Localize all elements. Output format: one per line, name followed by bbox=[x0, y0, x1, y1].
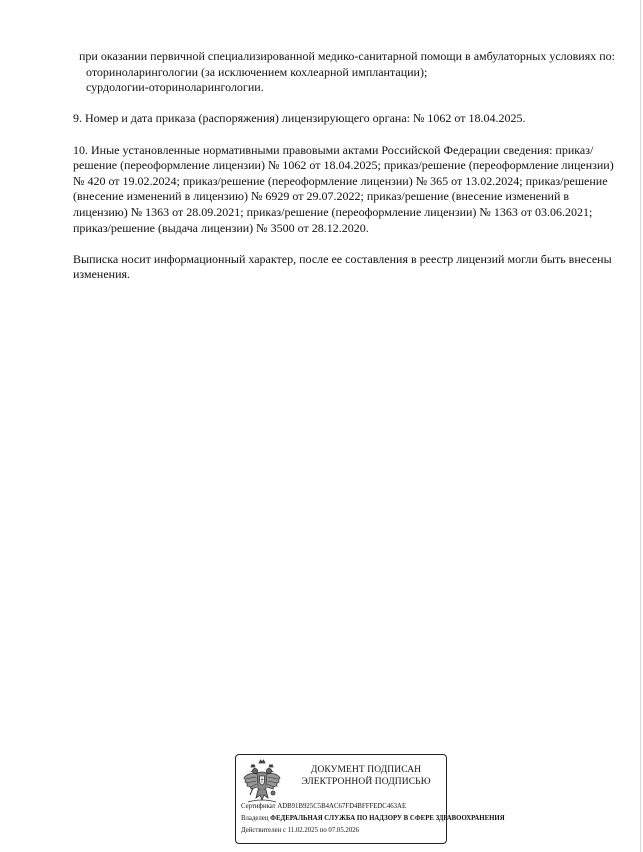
certificate-value: ADB91B925C5B4AC67FD4BFFFEDC463AE bbox=[277, 803, 407, 810]
stamp-title bbox=[286, 765, 446, 788]
certificate-line bbox=[241, 803, 406, 811]
stamp-title-line-1: ДОКУМЕНТ ПОДПИСАН bbox=[310, 765, 422, 775]
stamp-title-line-2: ЭЛЕКТРОННОЙ ПОДПИСЬЮ bbox=[301, 776, 431, 787]
activity-intro: при оказании первичной специализированной медико-санитарной помощи в амбулаторных условиях по: bbox=[79, 49, 616, 63]
page-edge bbox=[640, 0, 641, 852]
owner-line bbox=[241, 815, 505, 823]
owner-value: ФЕДЕРАЛЬНАЯ СЛУЖБА ПО НАДЗОРУ В СФЕРЕ ЗДРАВООХРАНЕНИЯ bbox=[270, 815, 505, 822]
activity-item-surdology: сурдологии-оториноларингологии. bbox=[86, 80, 264, 95]
section-10-other-info: 10. Иные установленные нормативными правовыми актами Российской Федерации сведения: приказ/решение (переоформление лицензии) № 1062 от 18.04.2025; приказ/решение (переоформление лицензии) № 420 от 19.02.2024; приказ/решение (переоформление лицензии) № 365 от 13.02.2024; приказ/решение (внесение изменений в лицензию) № 6929 от 29.07.2022; приказ/решение (внесение изменений в лицензию) № 1363 от 28.09.2021; приказ/решение (переоформление лицензии) № 1363 от 03.06.2021; приказ/решение (выдача лицензии) № 3500 от 28.12.2020. bbox=[73, 142, 614, 235]
disclaimer: Выписка носит информационный характер, после ее составления в реестр лицензий могли быть внесены изменения. bbox=[73, 251, 612, 282]
certificate-label: Сертификат bbox=[241, 803, 276, 810]
validity-line: Действителен с 11.02.2025 по 07.05.2026 bbox=[241, 827, 360, 834]
document-body bbox=[73, 49, 618, 283]
electronic-signature-stamp bbox=[235, 754, 505, 844]
eagle-emblem-icon bbox=[242, 758, 282, 804]
owner-label: Владелец bbox=[241, 815, 269, 822]
section-9-order-number: 9. Номер и дата приказа (распоряжения) лицензирующего органа: № 1062 от 18.04.2025. bbox=[73, 111, 526, 126]
activity-item-otorhinolaryngology: оториноларингологии (за исключением кохлеарной имплантации); bbox=[86, 64, 428, 79]
